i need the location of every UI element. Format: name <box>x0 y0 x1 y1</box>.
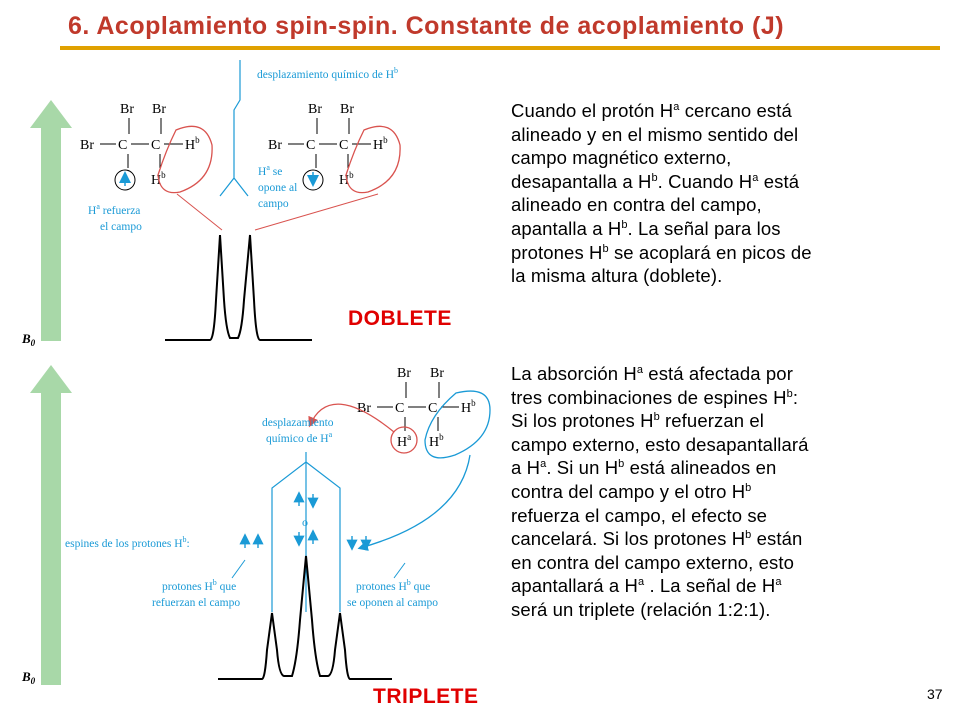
svg-text:Br: Br <box>308 102 322 117</box>
svg-text:C: C <box>118 138 128 153</box>
triplet-spectrum <box>218 556 392 679</box>
red-lead-left <box>177 194 222 230</box>
svg-text:Br: Br <box>340 102 354 117</box>
svg-text:Hb: $H^b$ <box>151 170 166 188</box>
svg-text:Hb: $H^b$ <box>373 135 388 153</box>
oppose-protons-label-2: se oponen al campo <box>347 597 439 609</box>
reinforce-field-label-top: $H^a$ refuerza <box>88 202 141 217</box>
svg-text:Hb: $H^b$ <box>185 135 200 153</box>
svg-text:C: C <box>306 138 316 153</box>
svg-text:Br: Br <box>430 366 444 381</box>
red-loop-top-left <box>158 126 212 192</box>
svg-text:C: C <box>395 401 405 416</box>
field-label-bottom: $B_0$ <box>22 669 36 686</box>
doublet-label: DOBLETE <box>348 307 452 330</box>
page-number: 37 <box>927 686 943 702</box>
slide-title: 6. Acoplamiento spin-spin. Constante de acoplamiento (J) <box>68 12 785 40</box>
oppose-protons-label: protones $H^b$ que <box>356 578 431 593</box>
oppose-field-label-top-3: campo <box>258 198 289 210</box>
svg-text:Br: Br <box>397 366 411 381</box>
svg-text:C: C <box>151 138 161 153</box>
svg-text:Ha: $H^a$ <box>397 432 412 450</box>
reinforce-field-label-top-2: el campo <box>100 221 142 233</box>
reinforce-protons-label-2: refuerzan el campo <box>152 597 241 609</box>
svg-text:Br: Br <box>357 401 371 416</box>
svg-text:Br: Br <box>120 102 134 117</box>
shift-bracket-top <box>220 60 248 196</box>
red-loop-top-right <box>346 126 400 192</box>
spins-label: espines de los protones $H^b$: <box>65 535 190 550</box>
paragraph-triplet: La absorción $H^a$ está afectada por tres combinaciones de espines $H^b$: Si los protones $H^b$ refuerzan el campo externo, esto desapantallará a $H^a$. Si un $H^b$ está alineados en contra del campo y el otro $H^b$ refuerza el campo, el efecto se cancelará. Si los protones $H^b$ están en contra del campo externo, esto apantallará a $H^a$ . La señal de $H^a$ será un triplete (relación 1:2:1). <box>511 363 809 620</box>
svg-text:Hb: $H^b$ <box>429 432 444 450</box>
oppose-field-label-top: $H^a$ se <box>258 163 283 178</box>
molecule-top-right <box>268 102 388 190</box>
svg-text:Hb: $H^b$ <box>339 170 354 188</box>
svg-text:Br: Br <box>268 138 282 153</box>
svg-text:C: C <box>428 401 438 416</box>
chemical-shift-ha-label-1: desplazamiento <box>262 417 334 429</box>
field-arrow-top <box>30 100 72 341</box>
blue-arrow-hb <box>360 455 470 548</box>
doublet-spectrum <box>165 235 312 340</box>
chemical-shift-hb-label: desplazamiento químico de $H^b$ <box>257 66 399 81</box>
chemical-shift-ha-label-2: químico de $H^a$ <box>266 430 333 445</box>
oppose-field-label-top-2: opone al <box>258 182 298 194</box>
shift-bracket-bottom <box>272 452 340 612</box>
lead-right-protons <box>394 563 405 578</box>
spin-or-label: o <box>302 515 308 529</box>
svg-text:Hb: $H^b$ <box>461 398 476 416</box>
field-arrow-bottom <box>30 365 72 685</box>
svg-text:C: C <box>339 138 349 153</box>
paragraph-doublet: Cuando el protón $H^a$ cercano está alineado y en el mismo sentido del campo magnético externo, desapantalla a $H^b$. Cuando $H^a$ está alineado en contra del campo, apantalla a $H^b$. La señal para los protones $H^b$ se acoplará en picos de la misma altura (doblete). <box>511 100 812 287</box>
svg-text:Br: Br <box>152 102 166 117</box>
lead-left-protons <box>232 560 245 578</box>
field-label-top: $B_0$ <box>22 331 36 348</box>
reinforce-protons-label: protones $H^b$ que <box>162 578 237 593</box>
triplet-label: TRIPLETE <box>373 685 479 708</box>
svg-text:Br: Br <box>80 138 94 153</box>
molecule-top-left <box>80 102 200 190</box>
